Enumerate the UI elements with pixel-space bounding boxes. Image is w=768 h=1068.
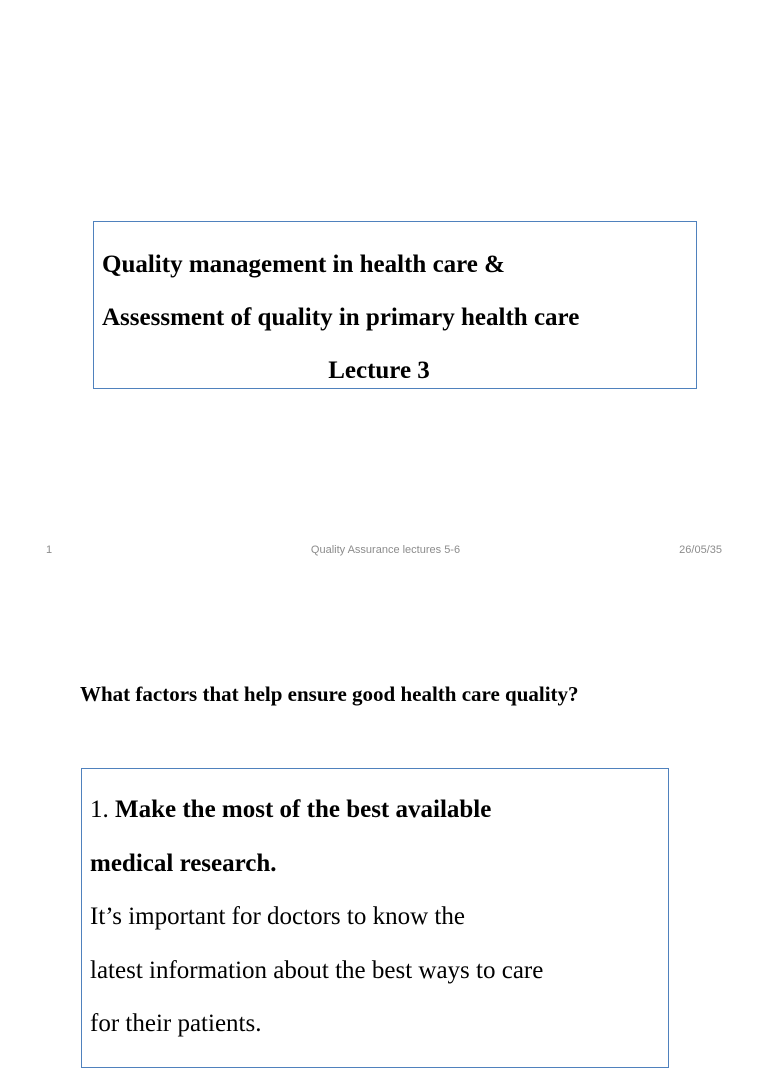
slide-title-box (93, 221, 697, 389)
slide-footer-date: 26/05/35 (679, 544, 722, 556)
item-heading-text: Make the most of the best available (115, 796, 492, 823)
body-text-line-2: latest information about the best ways to care (90, 957, 544, 984)
body-text-line-3: for their patients. (90, 1010, 262, 1037)
slide-footer-title: Quality Assurance lectures 5-6 (310, 544, 461, 556)
slide-title-line-1: Quality management in health care & (102, 251, 505, 278)
content-box (81, 768, 669, 1068)
item-heading-line-2: medical research. (90, 850, 277, 877)
item-heading-line-1 (90, 795, 491, 825)
slide-page-number: 1 (46, 544, 53, 556)
slide-title-line-2: Assessment of quality in primary health care (102, 304, 580, 331)
body-text-line-1: It’s important for doctors to know the (90, 903, 465, 930)
lecture-label: Lecture 3 (328, 357, 430, 384)
question-heading: What factors that help ensure good health care quality? (80, 682, 579, 706)
item-number: 1. (90, 796, 115, 823)
